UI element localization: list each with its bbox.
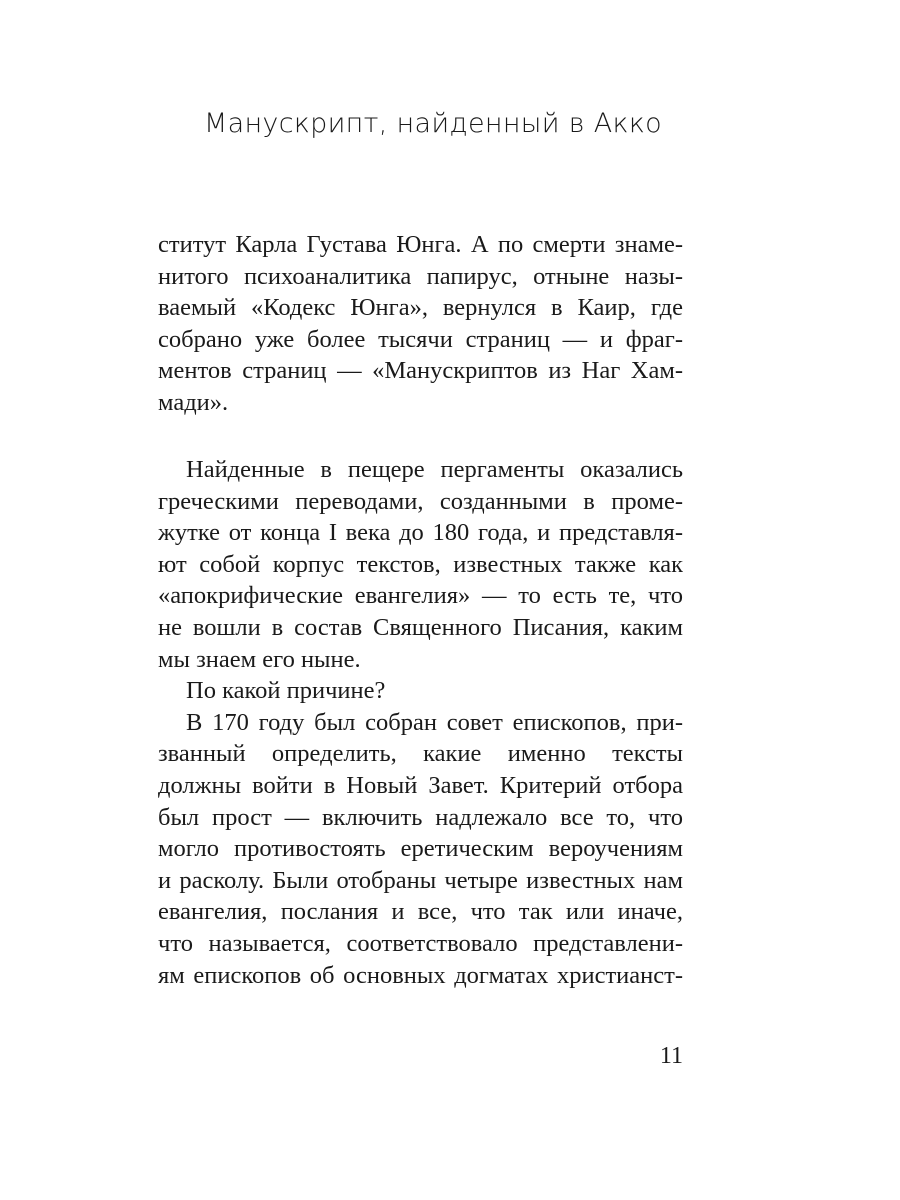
text-line: собрано уже более тысячи страниц — и фраг- (158, 325, 683, 353)
body-text (158, 454, 683, 991)
paragraph (158, 675, 683, 707)
text-line: В 170 году был собран совет епископов, при- (186, 708, 683, 736)
text-line: ям епископов об основных догматах христианст- (158, 961, 683, 989)
paragraph (158, 454, 683, 675)
text-line: званный определить, какие именно тексты (158, 740, 683, 768)
text-line: По какой причине? (186, 677, 386, 705)
text-line: ститут Карла Густава Юнга. А по смерти знаме- (158, 231, 683, 258)
text-line: евангелия, послания и все, что так или иначе, (158, 898, 683, 926)
text-line: что называется, соответствовало представлени- (158, 929, 683, 957)
text-line: мади». (158, 388, 229, 416)
text-line: Найденные в пещере пергаменты оказались (186, 456, 683, 483)
text-line: нитого психоаналитика папирус, отныне назы- (158, 262, 683, 290)
text-line: был прост — включить надлежало все то, что (158, 803, 683, 831)
text-line: могло противостоять еретическим вероучениям (158, 835, 683, 863)
text-line: должны войти в Новый Завет. Критерий отбора (158, 771, 683, 799)
page-number: 11 (659, 1043, 683, 1069)
text-line: ментов страниц — «Манускриптов из Наг Хам- (158, 357, 683, 385)
text-line: «апокрифические евангелия» — то есть те, что (158, 582, 683, 610)
running-head: Манускрипт, найденный в Акко (204, 108, 662, 139)
text-line: жутке от конца I века до 180 года, и представля- (158, 519, 683, 547)
paragraph (158, 707, 683, 991)
text-line: и расколу. Были отобраны четыре известных нам (158, 866, 683, 894)
text-line: ваемый «Кодекс Юнга», вернулся в Каир, где (158, 294, 683, 322)
text-line: греческими переводами, созданными в проме- (158, 487, 683, 515)
paragraph-continued (158, 229, 683, 419)
text-line: мы знаем его ныне. (158, 645, 361, 673)
text-line: ют собой корпус текстов, известных также как (158, 550, 683, 578)
text-line: не вошли в состав Священного Писания, каким (158, 613, 683, 641)
